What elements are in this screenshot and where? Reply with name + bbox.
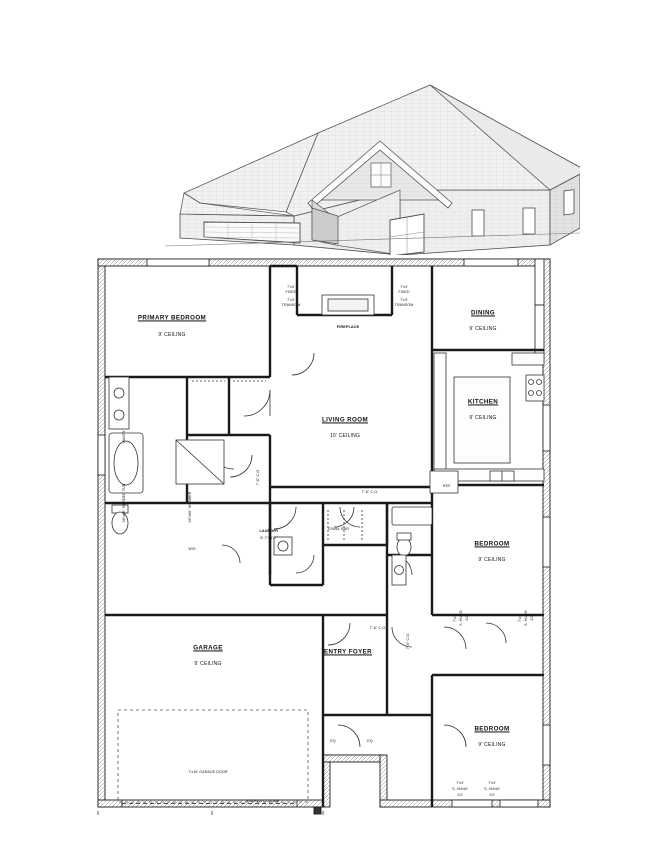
annotation-tub-primary: 36"x60" GARDEN TUB — [121, 483, 126, 523]
annotation-box-column: 8X8 BOX COLUMN — [246, 798, 280, 803]
annotation-washer-dryer: W/D — [188, 546, 196, 551]
annotation-window-b2b-1: 7'x3' — [517, 614, 522, 622]
annotation-garage-door: 7'x16' GARAGE DOOR — [188, 769, 228, 774]
room-label-laundry: LAUNDRY — [259, 528, 279, 533]
annotation-eq-right: EQ — [367, 738, 373, 743]
annotation-window-b2b-2: S. HUNG — [523, 610, 528, 626]
annotation-transom-right-2: FIXED — [398, 289, 410, 294]
annotation-towel-bar: TOWEL BAR — [327, 526, 349, 531]
room-label-living-room: LIVING ROOM — [322, 416, 368, 424]
room-label-dining: DINING — [470, 309, 496, 317]
room-label-bedroom-2: BEDROOM — [474, 540, 510, 548]
annotation-window-b3-right-3: 2/2 — [489, 792, 495, 797]
annotation-co-living-1: 7'-6" C.O. — [361, 489, 379, 494]
annotation-window-b2-3: 2/2 — [464, 615, 469, 621]
room-ceiling-dining: 9' CEILING — [469, 326, 497, 333]
annotation-refrigerator: REF. — [442, 483, 452, 488]
room-label-kitchen: KITCHEN — [467, 398, 499, 406]
annotation-transom-left-1: 7'x3' — [287, 284, 295, 289]
room-ceiling-primary-bedroom: 9' CEILING — [158, 332, 186, 339]
annotation-transom-left-4: TRANSOM — [281, 302, 301, 307]
room-label-garage: GARAGE — [193, 644, 223, 652]
annotation-window-b3-right-1: 7'x3' — [488, 780, 496, 785]
room-label-entry-foyer: ENTRY FOYER — [323, 648, 373, 656]
annotation-transom-right-4: TRANSOM — [394, 302, 414, 307]
room-ceiling-living-room: 10' CEILING — [329, 433, 361, 440]
front-elevation-rendering — [80, 40, 580, 255]
annotation-window-b2-1: 7'x3' — [452, 614, 457, 622]
room-label-bedroom-3: BEDROOM — [474, 725, 510, 733]
annotation-window-b3-left-3: 2/2 — [457, 792, 463, 797]
annotation-window-b3-left-1: 7'x3' — [456, 780, 464, 785]
annotation-co-vert-2: 7'-6" C.O. — [405, 632, 410, 650]
annotation-co-living-2: 7'-6" C.O. — [369, 625, 387, 630]
annotation-window-b2b-3: 2/2 — [529, 615, 534, 621]
annotation-transom-left-2: FIXED — [285, 289, 297, 294]
annotation-fireplace: FIREPLACE — [336, 324, 360, 329]
annotation-co-vert-1: 7'-6" C.O. — [255, 468, 260, 486]
annotation-eq-left: EQ — [330, 738, 336, 743]
room-label-primary-bedroom: PRIMARY BEDROOM — [137, 314, 207, 322]
annotation-window-b3-left-2: S. HUNG — [452, 786, 468, 791]
annotation-transom-right-1: 7'x3' — [400, 284, 408, 289]
room-ceiling-kitchen: 9' CEILING — [469, 415, 497, 422]
annotation-transom-right-3: 7'x3' — [400, 297, 408, 302]
room-dim-laundry: 8'-7"x8'-7" — [260, 535, 278, 540]
annotation-window-b3-right-2: S. HUNG — [484, 786, 500, 791]
room-ceiling-bedroom-3: 9' CEILING — [478, 742, 506, 749]
annotation-shower-primary: 36"x60" SHOWER — [187, 491, 192, 523]
annotation-transom-left-3: 7'x3' — [287, 297, 295, 302]
annotation-bath-vanity: VANITY — [121, 430, 126, 444]
annotation-window-b2-2: S. HUNG — [458, 610, 463, 626]
room-ceiling-garage: 9' CEILING — [194, 661, 222, 668]
room-ceiling-bedroom-2: 9' CEILING — [478, 557, 506, 564]
